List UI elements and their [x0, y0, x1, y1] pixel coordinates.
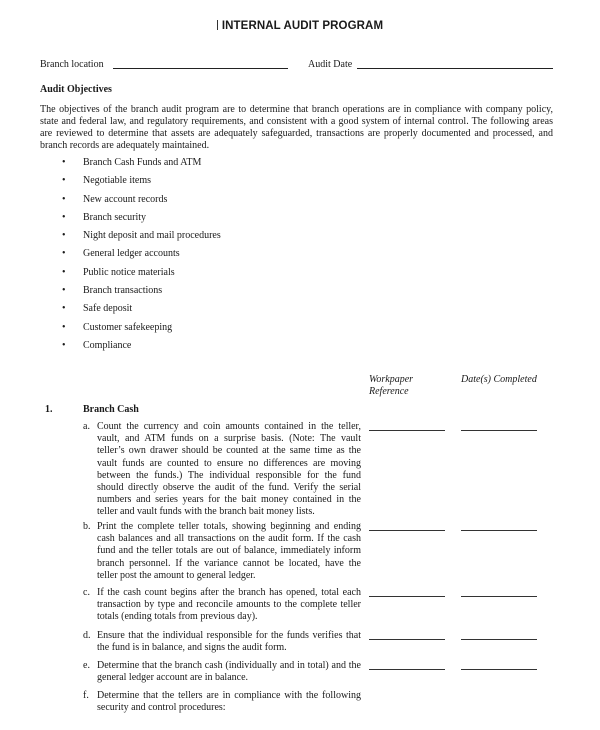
- audit-step-letter: d.: [83, 630, 91, 641]
- objective-item: [62, 194, 221, 212]
- objectives-paragraph: The objectives of the branch audit program are to determine that branch operations are in compliance with company policy, state and federal law, and regulatory requirements, and consistent with a good system of internal control. The following areas are reviewed to determine that assets are adequately safeguarded, transactions are properly documented and processed, and branch records are adequately maintained.: [40, 104, 553, 152]
- objective-item: [62, 175, 221, 193]
- objectives-heading: Audit Objectives: [40, 84, 112, 95]
- audit-step: [83, 660, 361, 684]
- objective-item-label: Branch transactions: [83, 285, 163, 297]
- branch-location-label: Branch location: [40, 59, 104, 70]
- title-text: INTERNAL AUDIT PROGRAM: [221, 20, 384, 32]
- bullet-icon: •: [62, 211, 66, 223]
- objective-item-label: Safe deposit: [83, 303, 133, 315]
- audit-step: [83, 630, 361, 654]
- section-number: 1.: [45, 404, 53, 415]
- bullet-icon: •: [62, 193, 66, 205]
- objective-item-label: Negotiable items: [83, 175, 152, 187]
- audit-step-text: Determine that the tellers are in compliance with the following security and control procedures:: [97, 690, 361, 714]
- workpaper-reference-field[interactable]: [369, 530, 445, 531]
- date-completed-field[interactable]: [461, 639, 537, 640]
- objective-item-label: Branch Cash Funds and ATM: [83, 157, 202, 168]
- audit-step-text: Determine that the branch cash (individually and in total) and the general ledger account are in balance.: [97, 660, 361, 684]
- bullet-icon: •: [62, 303, 66, 315]
- objective-item: [62, 322, 221, 340]
- objective-item-label: General ledger accounts: [83, 248, 180, 260]
- workpaper-reference-field[interactable]: [369, 639, 445, 640]
- audit-step: [83, 421, 361, 519]
- audit-step-letter: e.: [83, 660, 90, 671]
- date-completed-field[interactable]: [461, 530, 537, 531]
- audit-step-letter: f.: [83, 690, 89, 701]
- objective-item: [62, 340, 221, 358]
- objective-item-label: Compliance: [83, 339, 132, 351]
- audit-step-letter: a.: [83, 421, 90, 432]
- document-title: [0, 20, 600, 32]
- audit-step-text: Print the complete teller totals, showing beginning and ending cash balances and all transactions on the audit form. If the cash fund and the teller totals are out of balance, immediately inform branch personnel. If the variance cannot be located, have the teller post the amount to general ledger.: [97, 521, 361, 581]
- audit-date-label: Audit Date: [308, 59, 353, 70]
- date-completed-field[interactable]: [461, 596, 537, 597]
- bullet-icon: •: [62, 230, 66, 242]
- audit-step: [83, 690, 361, 714]
- bullet-icon: •: [62, 339, 66, 351]
- audit-step-letter: b.: [83, 521, 91, 532]
- objective-item-label: New account records: [83, 193, 168, 205]
- objective-item: [62, 157, 221, 175]
- title-bar-mark: [217, 20, 218, 30]
- workpaper-reference-header: Workpaper Reference: [369, 374, 414, 397]
- audit-step-letter: c.: [83, 587, 90, 598]
- objective-item-label: Branch security: [83, 211, 147, 223]
- objective-item-label: Customer safekeeping: [83, 321, 173, 333]
- objective-item-label: Public notice materials: [83, 266, 175, 278]
- bullet-icon: •: [62, 285, 66, 297]
- bullet-icon: •: [62, 175, 66, 187]
- workpaper-reference-field[interactable]: [369, 596, 445, 597]
- objective-item: [62, 303, 221, 321]
- objective-item: [62, 285, 221, 303]
- workpaper-reference-field[interactable]: [369, 669, 445, 670]
- bullet-icon: •: [62, 266, 66, 278]
- audit-step: [83, 521, 361, 582]
- audit-step-text: If the cash count begins after the branch has opened, total each transaction by type and reconcile amounts to the complete teller totals (ending totals from previous day).: [97, 587, 361, 623]
- section-title: Branch Cash: [83, 404, 139, 415]
- audit-step-text: Ensure that the individual responsible for the funds verifies that the fund is in balance, and signs the audit form.: [97, 630, 361, 654]
- audit-step-text: Count the currency and coin amounts contained in the teller, vault, and ATM funds on a surprise basis. (Note: The vault teller’s own drawer should be counted at the same time as the vault funds are counted to ensure no differences are moving between the funds.) The individual responsible for the fund should directly observe the audit of the fund. Verify the serial numbers and series years for the bait money contained in the teller and vault funds with the branch bait money lists.: [97, 421, 361, 518]
- objectives-list: [62, 157, 221, 358]
- branch-location-field[interactable]: [113, 68, 288, 69]
- dates-completed-header: Date(s) Completed: [461, 374, 537, 385]
- bullet-icon: •: [62, 157, 66, 168]
- workpaper-reference-field[interactable]: [369, 430, 445, 431]
- date-completed-field[interactable]: [461, 430, 537, 431]
- objective-item: [62, 248, 221, 266]
- objective-item: [62, 212, 221, 230]
- objective-item: [62, 230, 221, 248]
- audit-step: [83, 587, 361, 624]
- objective-item: [62, 267, 221, 285]
- bullet-icon: •: [62, 248, 66, 260]
- objective-item-label: Night deposit and mail procedures: [83, 230, 221, 242]
- date-completed-field[interactable]: [461, 669, 537, 670]
- bullet-icon: •: [62, 321, 66, 333]
- audit-date-field[interactable]: [357, 68, 553, 69]
